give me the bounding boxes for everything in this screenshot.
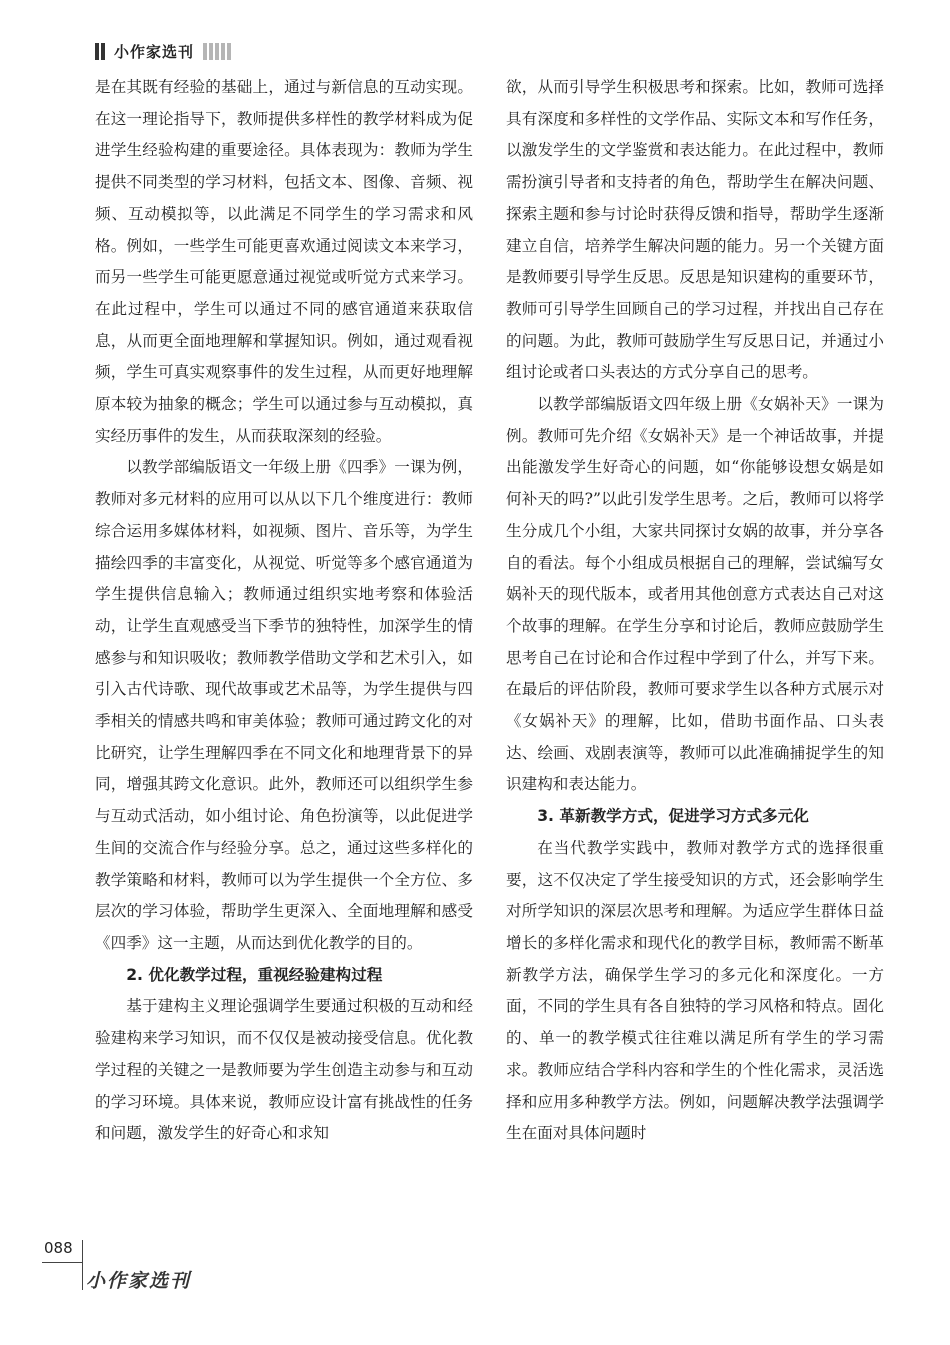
footer-horizontal-rule	[42, 1262, 83, 1263]
footer-logo: 小作家选刊	[86, 1270, 192, 1292]
header-bar-mark	[209, 43, 213, 60]
paragraph: 以教学部编版语文一年级上册《四季》一课为例，教师对多元材料的应用可以从以下几个维度进行：教师综合运用多媒体材料，如视频、图片、音乐等，为学生描绘四季的丰富变化，从视觉、听觉等多个感官通道为学生提供信息输入；教师通过组织实地考察和体验活动，让学生直观感受当下季节的独特性，加深学生的情感参与和知识吸收；教师教学借助文学和艺术引入，如引入古代诗歌、现代故事或艺术品等，为学生提供与四季相关的情感共鸣和审美体验；教师可通过跨文化的对比研究，让学生理解四季在不同文化和地理背景下的异同，增强其跨文化意识。此外，教师还可以组织学生参与互动式活动，如小组讨论、角色扮演等，以此促进学生间的交流合作与经验分享。总之，通过这些多样化的教学策略和材料，教师可以为学生提供一个全方位、多层次的学习体验，帮助学生更深入、全面地理解和感受《四季》这一主题，从而达到优化教学的目的。	[95, 458, 473, 952]
paragraph: 以教学部编版语文四年级上册《女娲补天》一课为例。教师可先介绍《女娲补天》是一个神话故事，并提出能激发学生好奇心的问题，如“你能够设想女娲是如何补天的吗?”以此引发学生思考。之后，教师可以将学生分成几个小组，大家共同探讨女娲的故事，并分享各自的看法。每个小组成员根据自己的理解，尝试编写女娲补天的现代版本，或者用其他创意方式表达自己对这个故事的理解。在学生分享和讨论后，教师应鼓励学生思考自己在讨论和合作过程中学到了什么，并写下来。在最后的评估阶段，教师可要求学生以各种方式展示对《女娲补天》的理解，比如，借助书面作品、口头表达、绘画、戏剧表演等，教师可以此准确捕捉学生的知识建构和表达能力。	[506, 395, 884, 794]
footer-vertical-rule	[82, 1240, 83, 1290]
header-bar-mark	[95, 43, 99, 60]
journal-title: 小作家选刊	[114, 42, 195, 61]
left-column	[95, 72, 473, 1150]
paragraph: 在当代教学实践中，教师对教学方式的选择很重要，这不仅决定了学生接受知识的方式，还会影响学生对所学知识的深层次思考和理解。为适应学生群体日益增长的多样化需求和现代化的教学目标，教师需不断革新教学方法，确保学生学习的多元化和深度化。一方面，不同的学生具有各自独特的学习风格和特点。固化的、单一的教学模式往往难以满足所有学生的学习需求。教师应结合学科内容和学生的个性化需求，灵活选择和应用多种教学方法。例如，问题解决教学法强调学生在面对具体问题时	[506, 838, 884, 1143]
right-column	[506, 72, 884, 1150]
header-bar-mark	[227, 43, 231, 60]
header-bar-mark	[101, 43, 105, 60]
paragraph: 是在其既有经验的基础上，通过与新信息的互动实现。在这一理论指导下，教师提供多样性的教学材料成为促进学生经验构建的重要途径。具体表现为：教师为学生提供不同类型的学习材料，包括文本、图像、音频、视频、互动模拟等，以此满足不同学生的学习需求和风格。例如，一些学生可能更喜欢通过阅读文本来学习，而另一些学生可能更愿意通过视觉或听觉方式来学习。在此过程中，学生可以通过不同的感官通道来获取信息，从而更全面地理解和掌握知识。例如，通过观看视频，学生可真实观察事件的发生过程，从而更好地理解原本较为抽象的概念；学生可以通过参与互动模拟，真实经历事件的发生，从而获取深刻的经验。	[95, 78, 473, 445]
paragraph: 欲，从而引导学生积极思考和探索。比如，教师可选择具有深度和多样性的文学作品、实际文本和写作任务，以激发学生的文学鉴赏和表达能力。在此过程中，教师需扮演引导者和支持者的角色，帮助学生在解决问题、探索主题和参与讨论时获得反馈和指导，帮助学生逐渐建立自信，培养学生解决问题的能力。另一个关键方面是教师要引导学生反思。反思是知识建构的重要环节，教师可引导学生回顾自己的学习过程，并找出自己存在的问题。为此，教师可鼓励学生写反思日记，并通过小组讨论或者口头表达的方式分享自己的思考。	[506, 78, 884, 382]
header-bar-mark	[221, 43, 225, 60]
paragraph: 基于建构主义理论强调学生要通过积极的互动和经验建构来学习知识，而不仅仅是被动接受信息。优化教学过程的关键之一是教师要为学生创造主动参与和互动的学习环境。具体来说，教师应设计富有挑战性的任务和问题，激发学生的好奇心和求知	[95, 997, 473, 1143]
page-number: 088	[44, 1239, 73, 1257]
header-bar-mark	[203, 43, 207, 60]
section-heading: 3. 革新教学方式，促进学习方式多元化	[537, 807, 809, 826]
header-bar-mark	[215, 43, 219, 60]
running-header	[95, 40, 233, 62]
section-heading: 2. 优化教学过程，重视经验建构过程	[126, 965, 383, 984]
